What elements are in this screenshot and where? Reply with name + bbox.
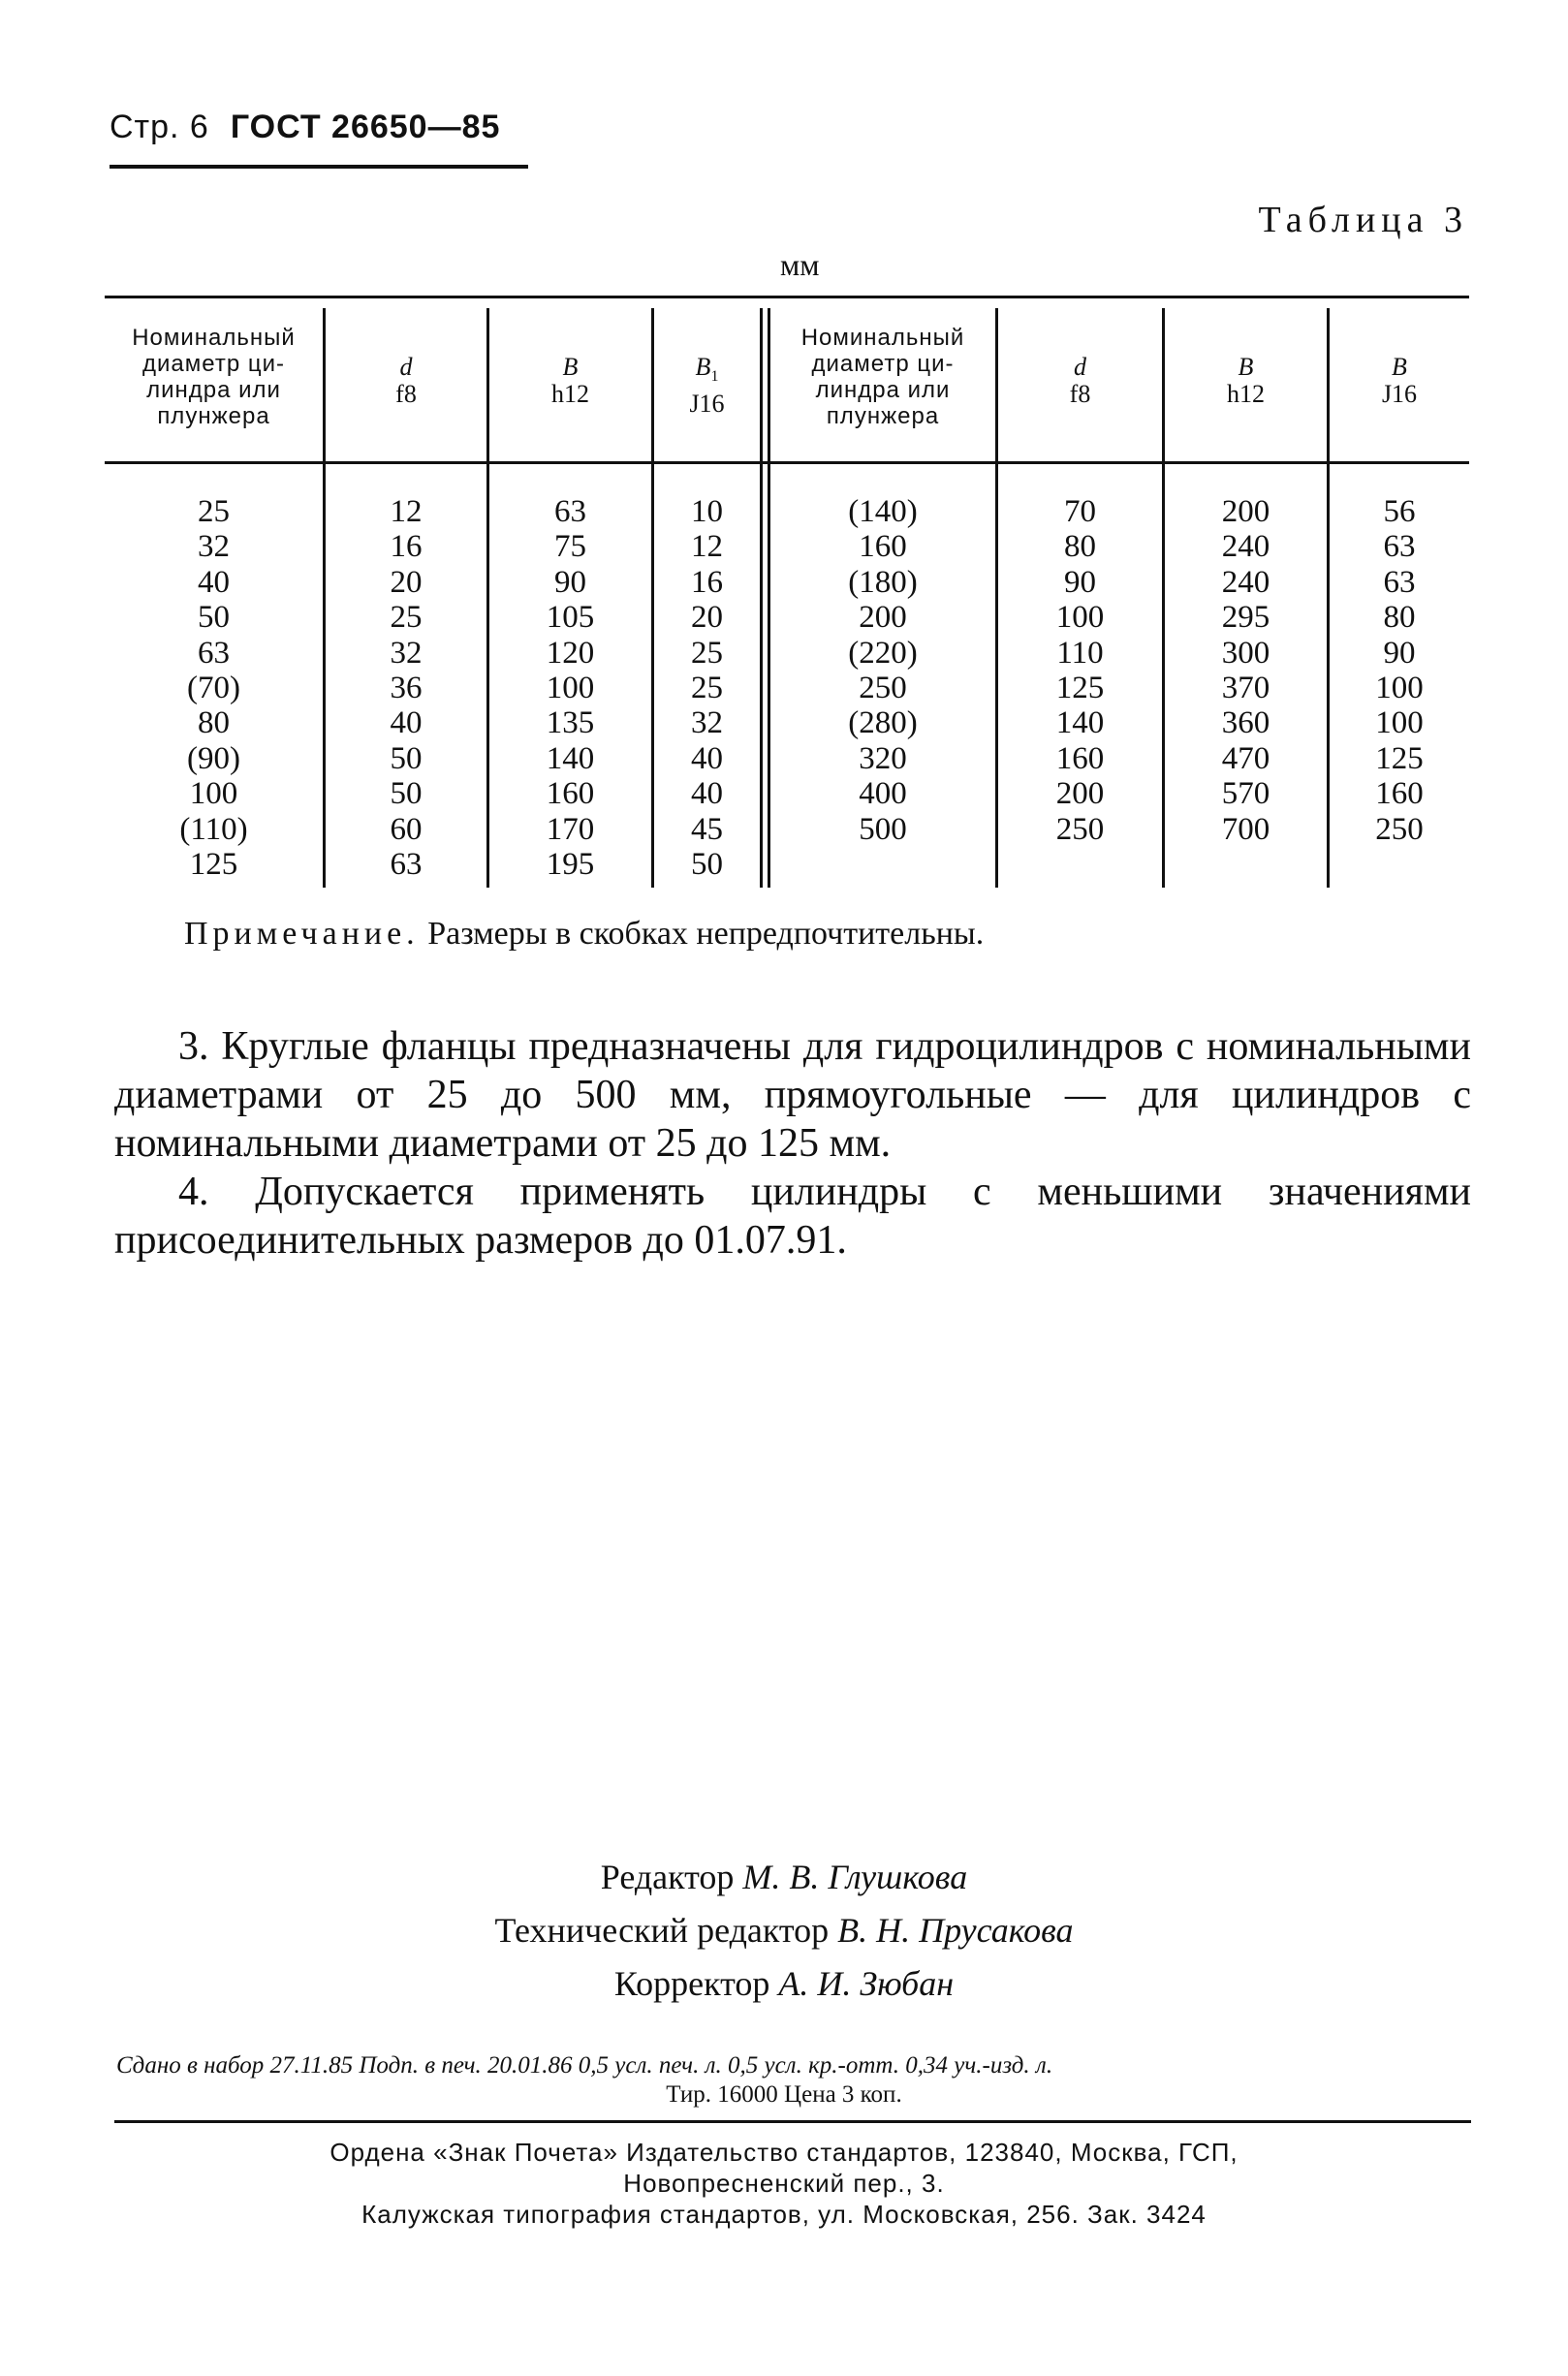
header-line: плунжера [826, 403, 940, 429]
header-tolerance: J16 [1381, 380, 1418, 408]
column-B1 [654, 494, 760, 882]
table-cell: 200 [1221, 494, 1270, 529]
header-d-right [998, 354, 1162, 408]
table-cell: 75 [554, 529, 586, 565]
note-label: Примечание. [184, 916, 420, 952]
header-symbol: B [695, 353, 711, 381]
credit-name: М. В. Глушкова [742, 1858, 968, 1896]
table-cell: 63 [390, 847, 423, 883]
table-units: мм [780, 247, 820, 282]
table-cell: 700 [1221, 811, 1270, 847]
table-cell: 63 [1383, 564, 1416, 600]
table-cell: 32 [390, 635, 423, 671]
header-tolerance: h12 [551, 380, 589, 408]
table-cell: 40 [691, 740, 723, 776]
table-cell: 16 [691, 564, 723, 600]
credit-label: Корректор [613, 1964, 770, 2003]
table-cell: 45 [691, 811, 723, 847]
header-B-left [489, 354, 651, 408]
credit-editor [0, 1851, 1568, 1904]
paragraph-3: 3. Круглые фланцы предназначены для гидроцилиндров с номинальными диаметрами от 25 до 500 мм, прямоугольные — для цилиндров с номинальными диаметрами от 25 до 125 мм. [114, 1024, 1471, 1166]
col-divider-double [760, 308, 763, 888]
table-header-rule [105, 461, 1469, 464]
table-cell: 240 [1221, 529, 1270, 565]
column-B-right [1165, 494, 1327, 847]
note-text: Размеры в скобках непредпочтительны. [419, 916, 985, 952]
table-cell: 125 [189, 847, 238, 883]
table-cell: 25 [198, 494, 230, 529]
table-cell: (280) [848, 705, 918, 741]
table-cell: 200 [859, 600, 907, 636]
table-cell: 125 [1055, 671, 1105, 706]
table-cell: 50 [390, 776, 423, 812]
table-cell: 32 [691, 705, 723, 741]
table-cell: 20 [390, 564, 423, 600]
header-tolerance: f8 [395, 380, 417, 408]
print-info-line: Сдано в набор 27.11.85 Подп. в печ. 20.01.86 0,5 усл. печ. л. 0,5 усл. кр.-отт. 0,34 уч.-изд. л. [116, 2052, 1053, 2079]
table-cell: 100 [1055, 600, 1105, 636]
table-cell: 60 [390, 811, 423, 847]
header-nominal-left [105, 325, 323, 429]
table-cell: 50 [691, 847, 723, 883]
table-cell: 90 [1064, 564, 1096, 600]
table-cell: 90 [1383, 635, 1416, 671]
column-B-right-2 [1330, 494, 1469, 847]
table-cell: 100 [1375, 705, 1424, 741]
table-cell: 10 [691, 494, 723, 529]
credits-block [0, 1851, 1568, 2011]
standard-code: ГОСТ 26650—85 [230, 109, 501, 145]
header-line: плунжера [157, 403, 270, 429]
table-cell: 80 [1064, 529, 1096, 565]
table-cell: 40 [691, 776, 723, 812]
table-cell: 470 [1221, 740, 1270, 776]
credit-name: А. И. Зюбан [778, 1964, 955, 2003]
header-symbol: d [1074, 353, 1086, 381]
header-symbol: d [399, 353, 413, 381]
header-line: диаметр ци- [142, 351, 285, 377]
table-cell: 12 [390, 494, 423, 529]
table-cell: 25 [691, 671, 723, 706]
table-cell: 170 [546, 811, 595, 847]
header-nominal-right [770, 325, 995, 429]
table-cell: 250 [1375, 811, 1424, 847]
table-cell: 360 [1221, 705, 1270, 741]
header-line: диаметр ци- [811, 351, 955, 377]
header-symbol: B [1392, 353, 1407, 381]
page-number: Стр. 6 [110, 109, 209, 145]
table-cell: 25 [390, 600, 423, 636]
column-nominal-left [105, 494, 323, 882]
header-symbol: B [1238, 353, 1254, 381]
table-cell: 320 [859, 740, 907, 776]
table-cell: 300 [1221, 635, 1270, 671]
table-cell: 195 [546, 847, 595, 883]
credit-corrector [0, 1957, 1568, 2011]
table-cell: 160 [1375, 776, 1424, 812]
header-d-left [326, 354, 486, 408]
credit-label: Редактор [600, 1858, 735, 1896]
header-B-right [1165, 354, 1327, 408]
publisher-line: Ордена «Знак Почета» Издательство стандартов, 123840, Москва, ГСП, [329, 2138, 1239, 2167]
table-top-rule [105, 296, 1469, 298]
table-cell: (70) [187, 671, 240, 706]
header-line: Номинальный [132, 325, 296, 351]
table-cell: 240 [1221, 564, 1270, 600]
table-cell: (110) [179, 811, 248, 847]
table-cell: (90) [187, 740, 240, 776]
table-caption: Таблица 3 [1258, 200, 1468, 240]
table-cell: 120 [546, 635, 595, 671]
table-cell: 250 [859, 671, 907, 706]
header-tolerance: h12 [1227, 380, 1265, 408]
header-B-right-2 [1330, 354, 1469, 408]
table-cell: 40 [198, 564, 230, 600]
table-cell: 160 [859, 529, 907, 565]
header-tolerance: J16 [689, 390, 725, 419]
table-cell: 40 [390, 705, 423, 741]
table-cell: 50 [198, 600, 230, 636]
table-cell: 100 [546, 671, 595, 706]
header-subscript: 1 [710, 368, 719, 386]
table-note [184, 916, 984, 953]
publisher-block [0, 2137, 1568, 2230]
column-B-left [489, 494, 651, 882]
table-cell: 140 [546, 740, 595, 776]
table-cell: 200 [1055, 776, 1105, 812]
table-cell: 80 [1383, 600, 1416, 636]
table-cell: 135 [546, 705, 595, 741]
table-cell: 160 [546, 776, 595, 812]
credit-tech-editor [0, 1904, 1568, 1957]
table-cell: 110 [1056, 635, 1104, 671]
table-cell: 16 [390, 529, 423, 565]
paragraph-4: 4. Допускается применять цилиндры с меньшими значениями присоединительных размеров до 01.07.91. [114, 1170, 1471, 1263]
table-cell: 25 [691, 635, 723, 671]
table-cell: 160 [1055, 740, 1105, 776]
footer-rule [114, 2120, 1471, 2123]
column-d-left [326, 494, 486, 882]
table-cell: 140 [1055, 705, 1105, 741]
credit-label: Технический редактор [494, 1911, 830, 1950]
table-cell: 20 [691, 600, 723, 636]
column-d-right [998, 494, 1162, 847]
table-cell: 36 [390, 671, 423, 706]
publisher-line: Новопресненский пер., 3. [623, 2169, 945, 2198]
table-cell: (220) [848, 635, 918, 671]
print-run-line: Тир. 16000 Цена 3 коп. [666, 2081, 902, 2108]
header-rule [110, 165, 528, 169]
table-cell: 56 [1383, 494, 1416, 529]
table-cell: 90 [554, 564, 586, 600]
header-line: Номинальный [800, 325, 965, 351]
table-cell: 125 [1375, 740, 1424, 776]
header-line: линдра или [815, 377, 951, 403]
table-cell: 70 [1064, 494, 1096, 529]
table-cell: 100 [1375, 671, 1424, 706]
table-cell: 100 [189, 776, 238, 812]
column-nominal-right [770, 494, 995, 847]
publisher-line: Калужская типография стандартов, ул. Московская, 256. Зак. 3424 [361, 2200, 1207, 2229]
table-cell: 105 [546, 600, 595, 636]
table-cell: 32 [198, 529, 230, 565]
header-tolerance: f8 [1069, 380, 1091, 408]
table-cell: 500 [859, 811, 907, 847]
header-B1 [654, 354, 760, 418]
table-cell: 12 [691, 529, 723, 565]
header-symbol: B [562, 353, 579, 381]
table-cell: 570 [1221, 776, 1270, 812]
table-cell: 80 [198, 705, 230, 741]
table-cell: (180) [848, 564, 918, 600]
page-header [110, 109, 500, 146]
table-cell: 63 [1383, 529, 1416, 565]
table-cell: 63 [554, 494, 586, 529]
table-cell: 400 [859, 776, 907, 812]
table-cell: 250 [1055, 811, 1105, 847]
table-cell: 63 [198, 635, 230, 671]
table-cell: (140) [848, 494, 918, 529]
table-cell: 295 [1221, 600, 1270, 636]
credit-name: В. Н. Прусакова [837, 1911, 1074, 1950]
table-cell: 50 [390, 740, 423, 776]
header-line: линдра или [146, 377, 281, 403]
table-cell: 370 [1221, 671, 1270, 706]
